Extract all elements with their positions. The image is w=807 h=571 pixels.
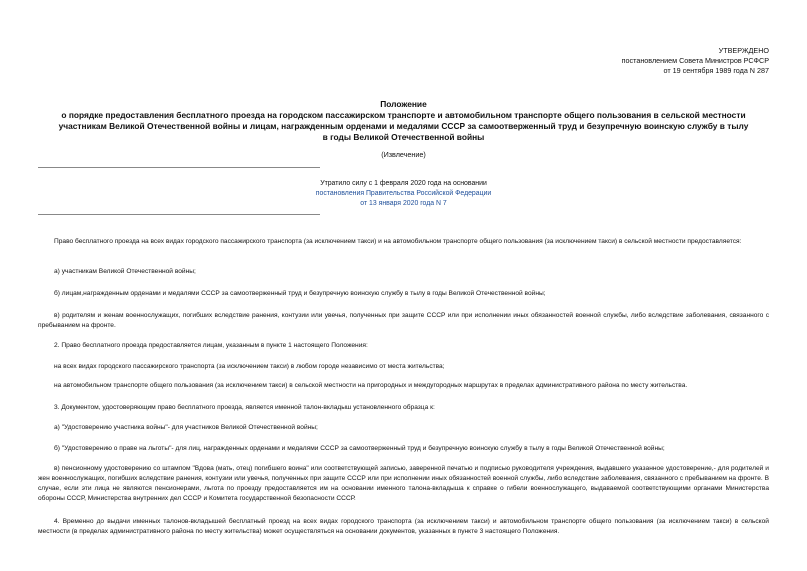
approval-stamp [469,46,769,76]
approved-by: постановлением Совета Министров РСФСР [621,56,769,65]
paragraph-1c: в) родителям и женам военнослужащих, погибших вследствие ранения, контузии или увечья, полученных при защите СССР или при исполнении иных обязанностей военной службы, либо вследствие заболевания, связанного с пребыванием на фронте. [38,312,769,329]
paragraph-3c: в) пенсионному удостоверению со штампом "Вдова (мать, отец) погибшего воина" или соответствующей записью, заверенной печатью и подписью руководителя учреждения, выдавшего указанное удостоверение,- для родителей и жен военнослужащих, погибших вследствие ранения, контузии или увечья, полученных при защите СССР или при исполнении иных обязанностей военной службы, либо вследствие заболевания, связанного с пребыванием на фронте. В случае, если эти лица не являются пенсионерами, льгота по проезду предоставляется им на основании именного талона-вкладыша к справке о гибели военнослужащего, выдаваемой соответствующими органами Министерства обороны СССР, Министерства внутренних дел СССР и Комитета государственной безопасности СССР. [38,465,769,502]
paragraph-3: 3. Документом, удостоверяющим право бесплатного проезда, является именной талон-вкладыш установленного образца к: [54,404,435,411]
notice-text: Утратило силу с 1 февраля 2020 года на основании [320,180,487,187]
extract-label: (Извлечение) [381,150,426,159]
paragraph-1: Право бесплатного проезда на всех видах городского пассажирского транспорта (за исключением такси) и на автомобильном транспорте общего пользования (за исключением такси) в сельской местности предоставляется: [54,238,742,245]
title-line-1: Положение [380,99,427,109]
paragraph-4: 4. Временно до выдачи именных талонов-вкладышей бесплатный проезд на всех видах городского транспорта (за исключением такси) и автомобильном транспорте общего пользования (за исключением такси) в сельской местности (в пределах административного района по месту жительства) может осуществляться на основании документов, указанных в пункте 3 настоящего Положения. [38,518,769,535]
paragraph-1a: а) участникам Великой Отечественной войны; [54,268,196,275]
title-line-2: о порядке предоставления бесплатного проезда на городском пассажирском транспорте и автомобильном транспорте общего пользования в сельской местности [61,110,746,120]
status-notice [300,179,507,209]
divider-bottom [38,214,320,215]
approved-label: УТВЕРЖДЕНО [718,46,769,55]
notice-link-date[interactable]: от 13 января 2020 года N 7 [360,200,447,207]
title-line-3: участникам Великой Отечественной войны и лицам, награжденным орденами и медалями СССР за самоотверженный труд и безупречную воинскую службу в тылу [58,121,749,131]
notice-link-decree[interactable]: постановления Правительства Российской Федерации [315,190,492,197]
approved-date: от 19 сентября 1989 года N 287 [663,66,769,75]
paragraph-1b: б) лицам,награжденным орденами и медалями СССР за самоотверженный труд и безупречную воинскую службу в тылу в годы Великой Отечественной войны; [54,290,546,297]
paragraph-2b: на автомобильном транспорте общего пользования (за исключением такси) в сельской местности на пригородных и междугородных маршрутах в пределах административного района по месту жительства. [54,382,688,389]
divider-top [38,167,320,168]
paragraph-2: 2. Право бесплатного проезда предоставляется лицам, указанным в пункте 1 настоящего Положения: [54,342,368,349]
paragraph-3a: а) "Удостоверению участника войны"- для участников Великой Отечественной войны; [54,424,318,431]
title-line-4: в годы Великой Отечественной войны [322,132,485,142]
document-title [30,99,777,143]
paragraph-3b: б) "Удостоверению о праве на льготы"- для лиц, награжденных орденами и медалями СССР за самоотверженный труд и безупречную воинскую службу в тылу в годы Великой Отечественной войны; [54,445,665,452]
paragraph-2a: на всех видах городского пассажирского транспорта (за исключением такси) в любом городе независимо от места жительства; [54,363,445,370]
